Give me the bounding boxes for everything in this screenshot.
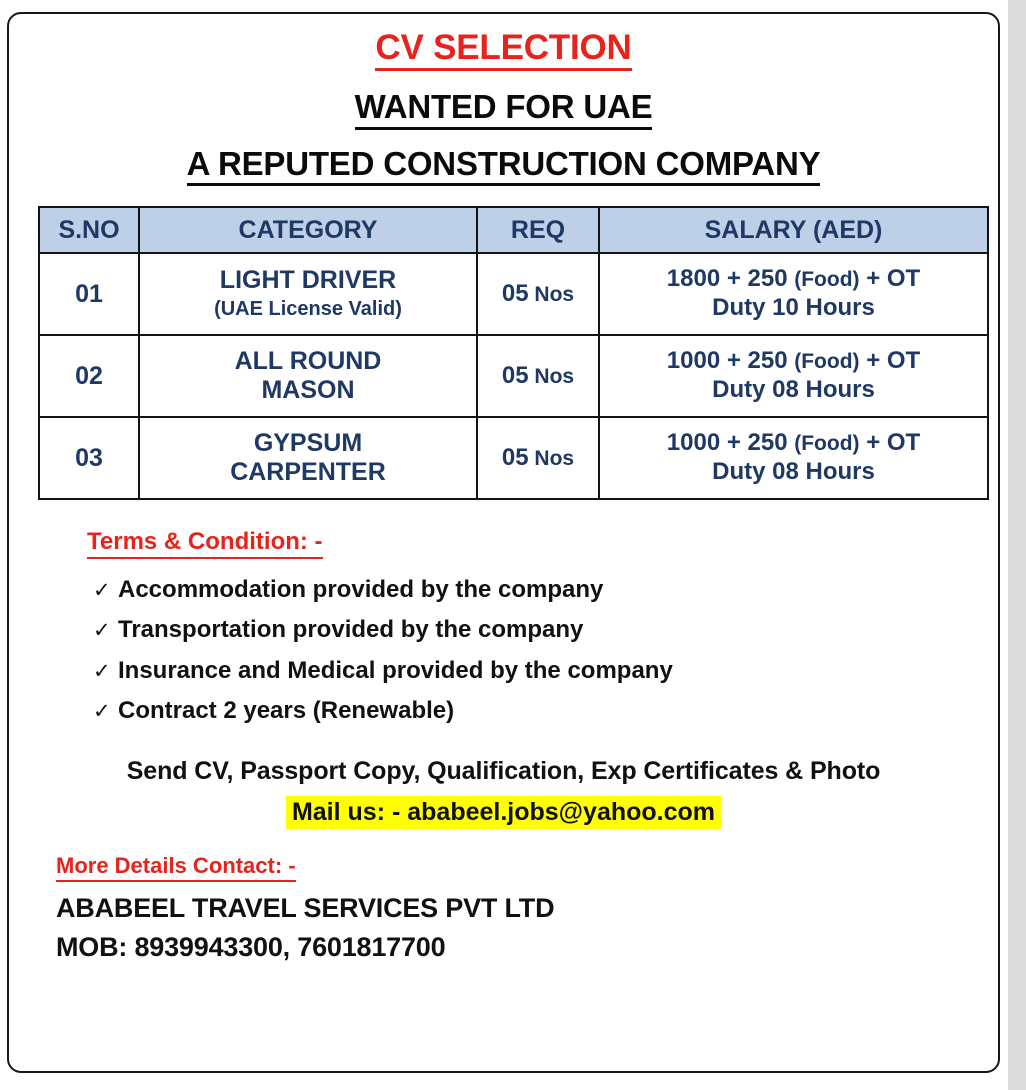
cell-req-unit: Nos [534,447,575,471]
cell-salary-note: (Food) [794,432,860,456]
table-row [39,335,988,417]
cell-salary-amount: 1800 + 250 [666,265,795,293]
cell-salary-ot: + OT [859,265,921,293]
cell-category [139,335,477,417]
cell-salary-amount: 1000 + 250 [666,429,795,457]
contact-section [9,827,998,966]
cell-salary-duty: Duty 10 Hours [712,294,875,322]
cell-req [477,253,599,335]
list-item-label: Contract 2 years (Renewable) [118,696,455,724]
list-item-label: Transportation provided by the company [118,616,584,644]
cell-req-count: 05 [501,362,529,390]
cell-salary-note: (Food) [794,350,860,374]
cell-category-sub: (UAE License Valid) [214,297,402,320]
cell-salary-amount: 1000 + 250 [666,347,795,375]
cell-req-unit: Nos [534,283,575,307]
check-icon: ✓ [93,699,111,723]
table-header-row [39,207,988,253]
cell-salary-note: (Food) [794,268,860,292]
cell-salary [599,417,988,499]
column-header-req: REQ [477,207,599,253]
terms-heading-text: Terms & Condition: - [87,528,323,559]
cell-category-sub: MASON [261,376,355,405]
title-wanted-for-uae [9,90,998,129]
cell-category [139,417,477,499]
cell-salary [599,253,988,335]
mail-line [9,798,998,827]
email-address[interactable]: Mail us: - ababeel.jobs@yahoo.com [286,796,721,829]
mobile-numbers[interactable]: MOB: 8939943300, 7601817700 [56,931,446,962]
table-row [39,253,988,335]
title-cv-selection-text: CV SELECTION [375,30,631,71]
list-item-label: Insurance and Medical provided by the company [118,656,673,684]
company-name: ABABEEL TRAVEL SERVICES PVT LTD [56,893,555,924]
check-icon: ✓ [93,619,111,643]
cell-salary-ot: + OT [859,429,921,457]
cell-sno: 03 [39,417,139,499]
cell-category [139,253,477,335]
cell-category-main: ALL ROUND [234,346,382,375]
terms-heading [87,528,998,559]
title-wanted-for-uae-text: WANTED FOR UAE [355,90,653,129]
cell-category-main: GYPSUM [253,428,363,457]
poster-frame [7,12,1000,1073]
cell-sno: 02 [39,335,139,417]
cell-salary-ot: + OT [859,347,921,375]
check-icon: ✓ [93,659,111,683]
list-item [93,610,998,650]
check-icon: ✓ [93,579,111,603]
submission-section [9,731,998,827]
jobs-table-wrap [9,190,998,500]
cell-salary [599,335,988,417]
table-row [39,417,988,499]
cell-sno: 01 [39,253,139,335]
cell-category-sub: CARPENTER [230,458,386,487]
title-company-line [9,144,998,186]
terms-section [9,500,998,731]
cell-req [477,417,599,499]
column-header-category: CATEGORY [139,207,477,253]
contact-heading-text: More Details Contact: - [56,853,296,882]
submission-instruction: Send CV, Passport Copy, Qualification, Exp Certificates & Photo [126,757,881,786]
column-header-salary: SALARY (AED) [599,207,988,253]
terms-list [87,570,998,731]
list-item [93,691,998,731]
contact-heading [56,853,998,882]
cell-category-main: LIGHT DRIVER [219,266,397,295]
cell-salary-duty: Duty 08 Hours [712,376,875,404]
jobs-table [38,206,989,500]
list-item [93,651,998,691]
list-item-label: Accommodation provided by the company [118,576,604,604]
list-item [93,570,998,610]
column-header-sno: S.NO [39,207,139,253]
cell-req-unit: Nos [534,365,575,389]
title-cv-selection [9,30,998,71]
cell-req [477,335,599,417]
title-block [9,14,998,186]
cell-req-count: 05 [501,444,529,472]
title-company-line-text: A REPUTED CONSTRUCTION COMPANY [187,147,821,186]
cell-req-count: 05 [501,280,529,308]
cell-salary-duty: Duty 08 Hours [712,458,875,486]
